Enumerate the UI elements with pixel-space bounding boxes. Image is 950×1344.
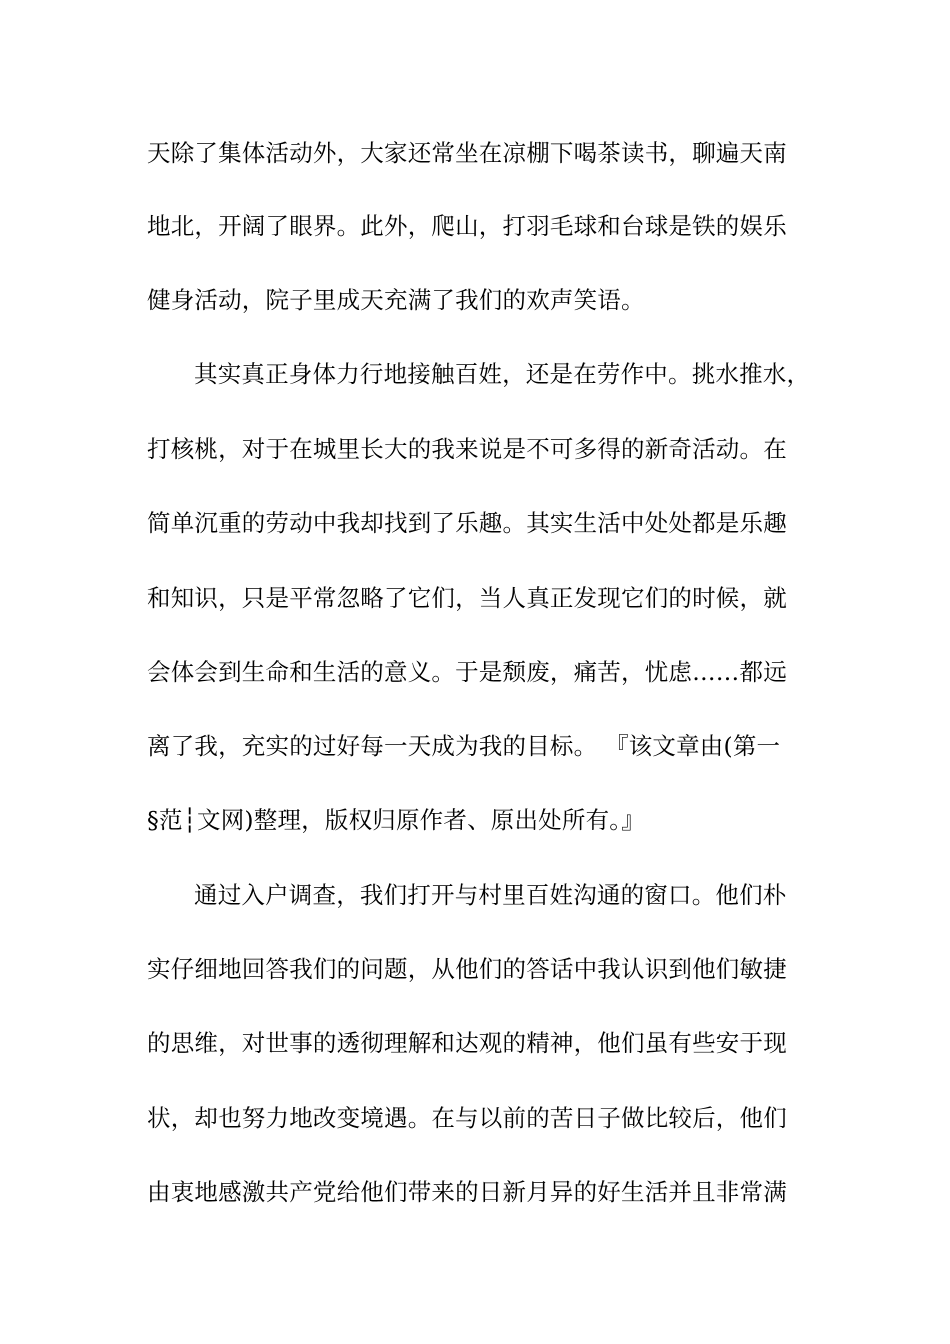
text-line: 状，却也努力地改变境遇。在与以前的苦日子做比较后，他们 bbox=[147, 1104, 787, 1132]
text-line: 打核桃，对于在城里长大的我来说是不可多得的新奇活动。在 bbox=[147, 435, 787, 463]
text-line: 的思维，对世事的透彻理解和达观的精神，他们虽有些安于现 bbox=[147, 1029, 787, 1057]
paragraph-start-line: 其实真正身体力行地接触百姓，还是在劳作中。挑水推水， bbox=[194, 360, 811, 388]
text-line: 由衷地感激共产党给他们带来的日新月异的好生活并且非常满 bbox=[147, 1178, 787, 1206]
text-line: 实仔细地回答我们的问题，从他们的答话中我认识到他们敏捷 bbox=[147, 955, 787, 983]
text-line: 和知识，只是平常忽略了它们，当人真正发现它们的时候，就 bbox=[147, 584, 787, 612]
text-line: 会体会到生命和生活的意义。于是颓废，痛苦，忧虑……都远 bbox=[147, 658, 787, 686]
text-line: 天除了集体活动外，大家还常坐在凉棚下喝茶读书，聊遍天南 bbox=[147, 139, 787, 167]
text-line: 健身活动，院子里成天充满了我们的欢声笑语。 bbox=[147, 286, 645, 314]
paragraph-start-line: 通过入户调查，我们打开与村里百姓沟通的窗口。他们朴 bbox=[194, 881, 787, 909]
text-line: 地北，开阔了眼界。此外，爬山，打羽毛球和台球是铁的娱乐 bbox=[147, 212, 787, 240]
text-line: 离了我，充实的过好每一天成为我的目标。 『该文章由(第一 bbox=[147, 732, 781, 760]
text-line: §范┆文网)整理，版权归原作者、原出处所有。』 bbox=[147, 806, 645, 834]
text-line: 简单沉重的劳动中我却找到了乐趣。其实生活中处处都是乐趣 bbox=[147, 509, 787, 537]
